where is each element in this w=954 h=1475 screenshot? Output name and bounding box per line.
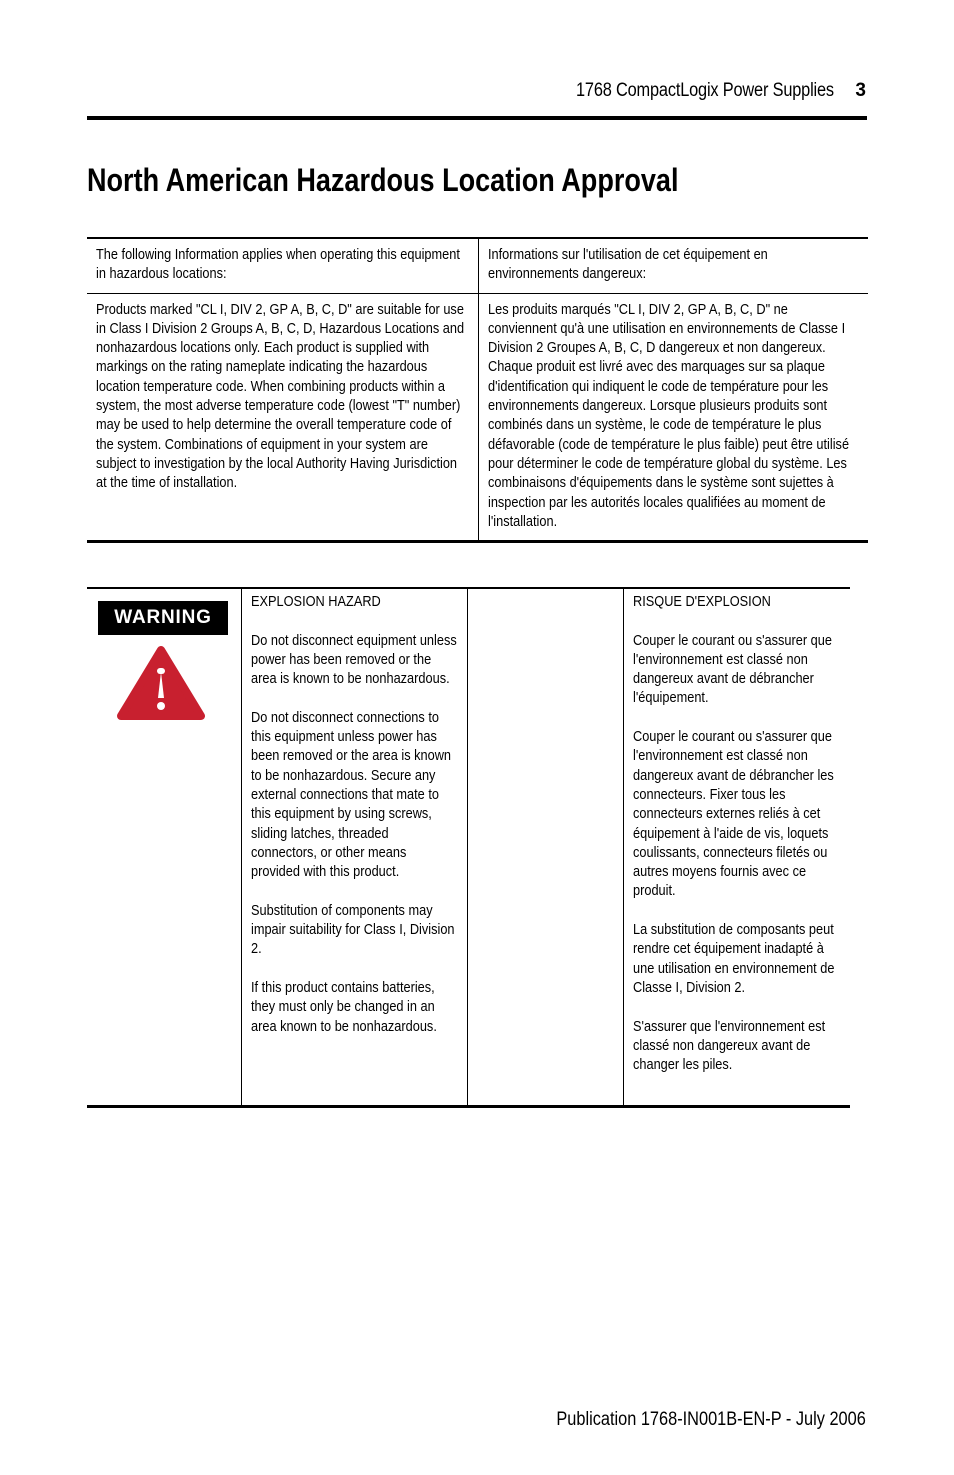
running-header-title: 1768 CompactLogix Power Supplies	[576, 80, 834, 101]
warning-heading-english: EXPLOSION HAZARD	[251, 594, 381, 610]
warning-french-paragraph-4: S'assurer que l'environnement est classé non dangereux avant de changer les piles.	[633, 1018, 826, 1074]
info-table-header-row	[87, 239, 868, 294]
warning-badge: WARNING	[98, 601, 228, 635]
page-number: 3	[855, 80, 866, 101]
header-rule	[87, 116, 867, 120]
warning-french-column	[624, 589, 850, 1105]
warning-english-paragraph-4: If this product contains batteries, they must only be changed in an area known to be nonhazardous.	[251, 979, 437, 1035]
warning-triangle-icon	[116, 644, 206, 722]
warning-icon-column	[87, 589, 242, 1105]
warning-french-paragraph-1: Couper le courant ou s'assurer que l'environnement est classé non dangereux avant de débrancher l'équipement.	[633, 632, 832, 707]
warning-french-paragraph-3: La substitution de composants peut rendre cet équipement inadapté à une utilisation en environnement de Classe I, Division 2.	[633, 922, 835, 996]
info-header-french	[479, 239, 868, 293]
warning-spacer-column	[468, 589, 624, 1105]
warning-heading-french: RISQUE D'EXPLOSION	[633, 594, 771, 610]
info-header-english-text: The following Information applies when operating this equipment in hazardous locations:	[96, 247, 460, 283]
info-header-english	[87, 239, 479, 293]
info-body-french	[479, 294, 868, 541]
info-table-body-row	[87, 294, 868, 541]
page-title: North American Hazardous Location Approval	[87, 162, 679, 198]
warning-table	[87, 587, 850, 1108]
publication-footer: Publication 1768-IN001B-EN-P - July 2006	[556, 1409, 866, 1430]
warning-english-paragraph-3: Substitution of components may impair suitability for Class I, Division 2.	[251, 902, 455, 958]
warning-french-paragraph-2: Couper le courant ou s'assurer que l'environnement est classé non dangereux avant de débrancher les connecteurs. Fixer tous les connecteurs externes reliés à cet équipement à l'aide de vis, loquets coulissants, connecteurs filetés ou autres moyens fournis avec ce produit.	[633, 729, 834, 900]
info-header-french-text: Informations sur l'utilisation de cet équipement en environnements dangereux:	[488, 247, 768, 283]
info-body-french-text: Les produits marqués "CL I, DIV 2, GP A, B, C, D" ne conviennent qu'à une utilisation en environnements de Classe I Division 2 Groupes A, B, C, D dangereux et non dangereux. Chaque produit est livré avec des marquages sur sa plaque d'identification qui indiquent le code de température pour les environnements dangereux. Lorsque plusieurs produits sont combinés dans un système, le code de température le plus défavorable (code de température le plus faible) peut être utilisé pour déterminer le code de température global du système. Les combinaisons d'équipements dans le système sont sujettes à inspection par les autorités locales qualifiées au moment de l'installation.	[488, 301, 850, 530]
warning-english-paragraph-1: Do not disconnect equipment unless power has been removed or the area is known to be nonhazardous.	[251, 632, 457, 688]
info-body-english-text: Products marked "CL I, DIV 2, GP A, B, C, D" are suitable for use in Class I Division 2 Groups A, B, C, D, Hazardous Locations and nonhazardous locations only. Each product is supplied with markings on the rating nameplate indicating the hazardous location temperature code. When combining products within a system, the most adverse temperature code (lowest "T" number) may be used to help determine the overall temperature code of the system. Combinations of equipment in your system are subject to investigation by the local Authority Having Jurisdiction at the time of installation.	[96, 301, 465, 492]
warning-english-column	[242, 589, 468, 1105]
warning-english-paragraph-2: Do not disconnect connections to this equipment unless power has been removed or the area is known to be nonhazardous. Secure any external connections that mate to this equipment by using screws, sliding latches, threaded connectors, or other means provided with this product.	[251, 709, 452, 881]
info-body-english	[87, 294, 479, 541]
hazardous-location-info-table	[87, 237, 868, 543]
